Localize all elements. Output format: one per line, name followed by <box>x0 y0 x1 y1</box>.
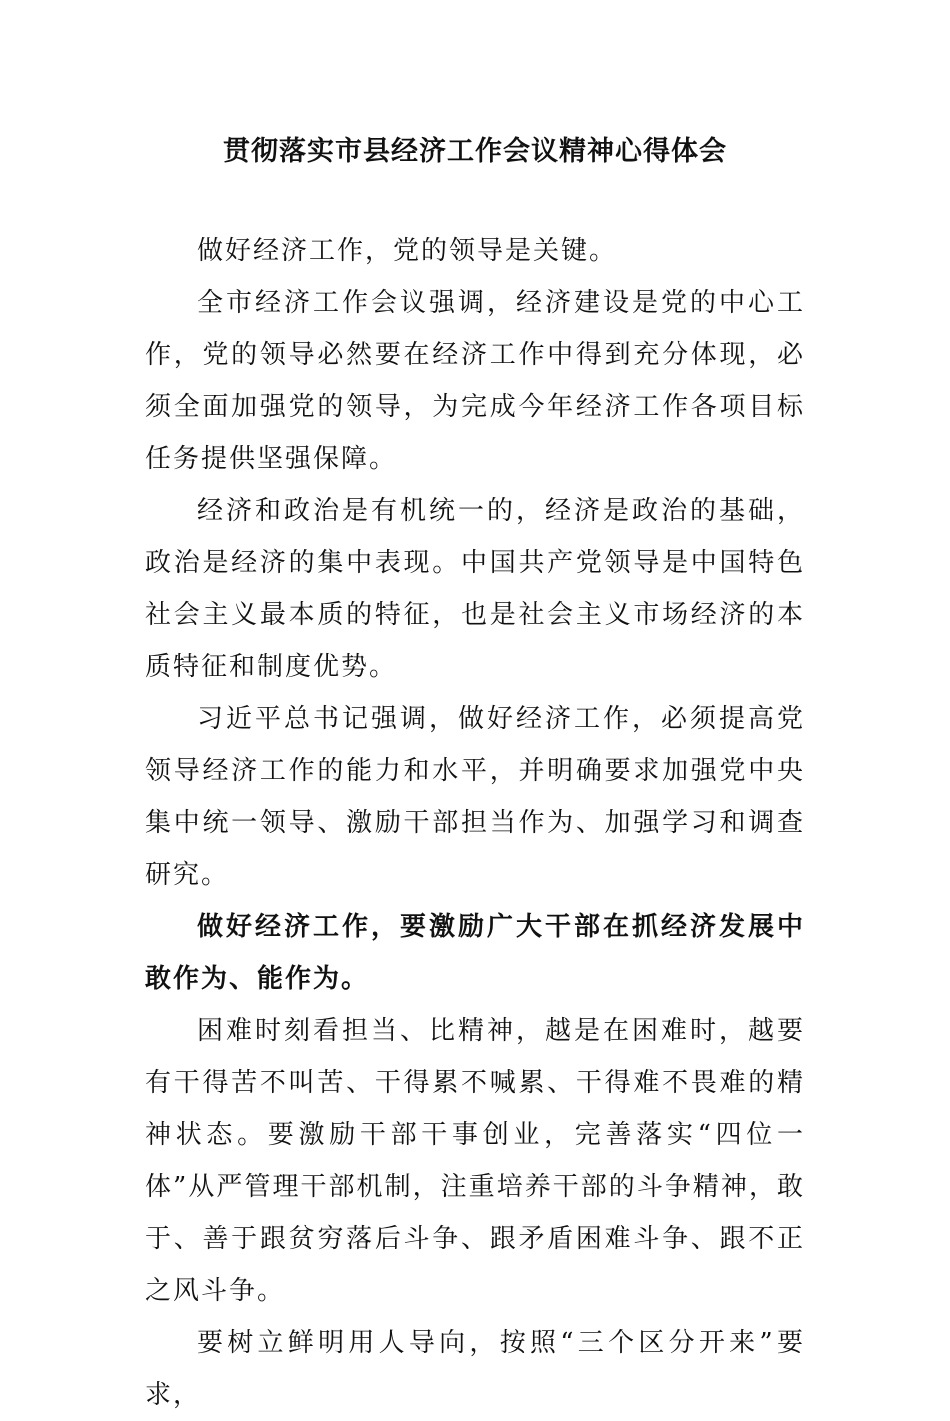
document-title: 贯彻落实市县经济工作会议精神心得体会 <box>223 136 727 167</box>
bold-heading-paragraph: 做好经济工作，要激励广大干部在抓经济发展中敢作为、能作为。 <box>145 912 805 994</box>
paragraph: 全市经济工作会议强调，经济建设是党的中心工作，党的领导必然要在经济工作中得到充分体现，必须全面加强党的领导，为完成今年经济工作各项目标任务提供坚强保障。 <box>145 288 805 474</box>
paragraph: 习近平总书记强调，做好经济工作，必须提高党领导经济工作的能力和水平，并明确要求加强党中央集中统一领导、激励干部担当作为、加强学习和调查研究。 <box>145 704 805 890</box>
paragraph: 经济和政治是有机统一的，经济是政治的基础，政治是经济的集中表现。中国共产党领导是中国特色社会主义最本质的特征，也是社会主义市场经济的本质特征和制度优势。 <box>145 496 805 682</box>
paragraph: 做好经济工作，党的领导是关键。 <box>197 236 618 266</box>
paragraph: 要树立鲜明用人导向，按照“三个区分开来”要求， <box>145 1328 805 1410</box>
paragraph: 困难时刻看担当、比精神，越是在困难时，越要有干得苦不叫苦、干得累不喊累、干得难不畏难的精神状态。要激励干部干事创业，完善落实“四位一体”从严管理干部机制，注重培养干部的斗争精神，敢于、善于跟贫穷落后斗争、跟矛盾困难斗争、跟不正之风斗争。 <box>145 1016 805 1306</box>
document-body <box>145 225 805 1421</box>
